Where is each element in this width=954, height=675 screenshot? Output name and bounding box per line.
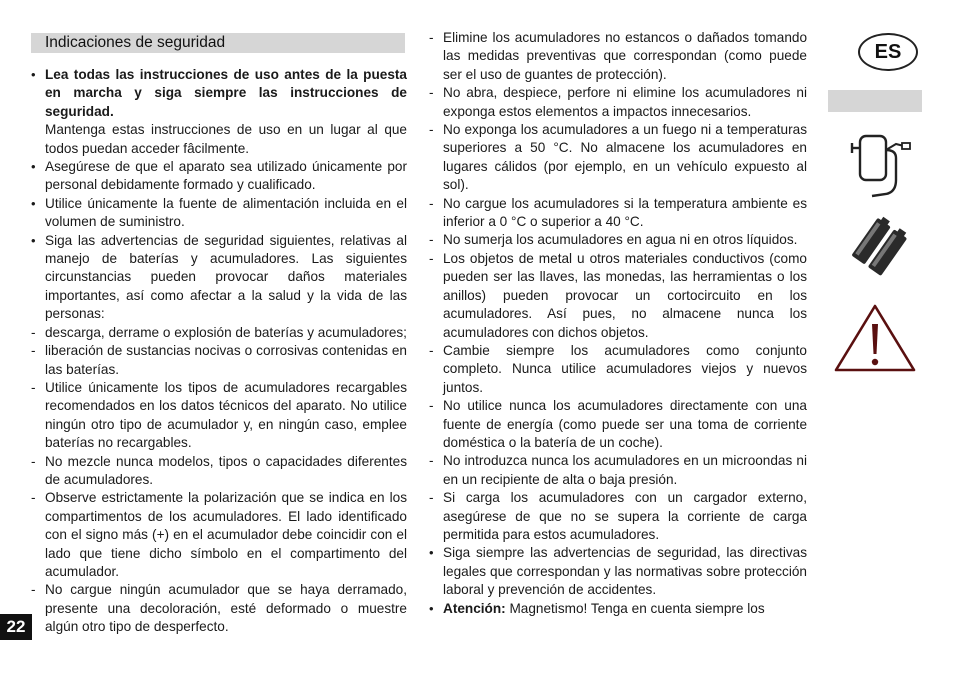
- dash-mark: -: [31, 453, 36, 469]
- dash-mark: -: [429, 30, 434, 45]
- list-item: [429, 121, 807, 195]
- list-item: [429, 195, 807, 232]
- list-item: [31, 66, 407, 158]
- item-text: No utilice nunca los acumuladores directamente con una fuente de energía (como puede ser una toma de corriente doméstica o la batería de un coche).: [443, 398, 807, 450]
- batteries-icon: [850, 216, 914, 284]
- list-item: [429, 600, 807, 618]
- page-number: [0, 614, 32, 640]
- item-text: Asegúrese de que el aparato sea utilizado únicamente por personal debidamente formado y cualificado.: [45, 159, 407, 193]
- language-badge: [858, 33, 918, 71]
- item-text: Cambie siempre los acumuladores como conjunto completo. Nunca utilice acumuladores viejos y nuevos juntos.: [443, 342, 807, 395]
- list-item: [429, 342, 807, 397]
- dash-mark: -: [429, 195, 434, 211]
- warning-triangle-icon: [832, 302, 918, 374]
- item-text: No sumerja los acumuladores en agua ni en otros líquidos.: [443, 232, 798, 248]
- list-item: [31, 581, 407, 636]
- list-item: [429, 489, 807, 544]
- list-item: [31, 324, 407, 342]
- list-item: [429, 231, 807, 249]
- list-item: [31, 489, 407, 581]
- dash-mark: -: [31, 582, 36, 598]
- dash-mark: -: [429, 342, 434, 358]
- section-header: [31, 33, 405, 53]
- dash-mark: -: [429, 250, 434, 266]
- right-safety-list: [429, 29, 807, 618]
- dash-mark: -: [429, 490, 434, 506]
- left-safety-list: [31, 66, 407, 637]
- power-adapter-icon: [846, 128, 916, 204]
- item-text: Siga las advertencias de seguridad siguientes, relativas al manejo de baterías y acumuladores. Las siguientes circunstancias pueden provocar daños materiales importantes, así como afectar a la salud y la vida de las personas:: [45, 232, 407, 322]
- bullet-mark: •: [31, 67, 36, 82]
- language-badge-label: ES: [874, 40, 902, 63]
- bullet-mark: •: [31, 195, 36, 211]
- item-text: Si carga los acumuladores con un cargador externo, asegúrese de que no se supera la corriente de carga permitida para estos acumuladores.: [443, 490, 807, 542]
- list-item: [429, 250, 807, 342]
- bullet-mark: •: [31, 232, 36, 248]
- list-item: [31, 379, 407, 453]
- dash-mark: -: [31, 379, 36, 395]
- item-text: Utilice únicamente la fuente de alimentación incluida en el volumen de suministro.: [45, 195, 407, 230]
- item-text: Observe estrictamente la polarización que se indica en los compartimentos de los acumuladores. El lado identificado con el signo más (+) en el acumulador debe coincidir con el lado que tiene dicho símbolo en el compartimento del acumulador.: [45, 490, 407, 579]
- dash-mark: -: [429, 398, 434, 414]
- list-item: [31, 232, 407, 324]
- list-item: [429, 84, 807, 121]
- item-emphasis: Lea todas las instrucciones de uso antes de la puesta en marcha y siga siempre las instrucciones de seguridad.: [45, 67, 407, 119]
- item-text: Utilice únicamente los tipos de acumuladores recargables recomendados en los datos técnicos del aparato. No utilice ningún otro tipo de acumulador y, en ningún caso, emplee baterías no recargables.: [45, 379, 407, 451]
- list-item: [429, 397, 807, 452]
- dash-mark: -: [429, 453, 434, 469]
- item-emphasis: Atención:: [443, 600, 506, 616]
- list-item: [31, 158, 407, 195]
- item-text: liberación de sustancias nocivas o corrosivas contenidas en las baterías.: [45, 343, 407, 377]
- bullet-mark: •: [429, 600, 434, 616]
- list-item: [31, 342, 407, 379]
- bullet-mark: •: [429, 545, 434, 561]
- section-title: Indicaciones de seguridad: [45, 34, 226, 51]
- item-text: No mezcle nunca modelos, tipos o capacidades diferentes de acumuladores.: [45, 453, 407, 487]
- list-item: [429, 544, 807, 599]
- page-number-label: 22: [6, 617, 26, 636]
- item-text: No cargue ningún acumulador que se haya derramado, presente una decoloración, esté deformado o muestre algún otro tipo de desperfecto.: [45, 582, 407, 635]
- item-text: descarga, derrame o explosión de baterías y acumuladores;: [45, 324, 407, 340]
- item-text: Mantenga estas instrucciones de uso en un lugar al que todos puedan acceder fâcilmente.: [45, 122, 407, 156]
- list-item: [429, 29, 807, 84]
- item-text: No cargue los acumuladores si la temperatura ambiente es inferior a 0 °C o superior a 40 °C.: [443, 195, 807, 230]
- item-text: No introduzca nunca los acumuladores en un microondas ni en un recipiente de alta o baja presión.: [443, 453, 807, 487]
- sidebar-strip: [828, 90, 922, 112]
- item-text: Siga siempre las advertencias de seguridad, las directivas legales que correspondan y las normativas sobre protección laboral y prevención de accidentes.: [443, 545, 807, 598]
- item-text: Elimine los acumuladores no estancos o dañados tomando las medidas preventivas que correspondan (como puede ser el uso de guantes de protección).: [443, 30, 807, 82]
- list-item: [31, 453, 407, 490]
- dash-mark: -: [31, 324, 36, 340]
- item-text: No abra, despiece, perfore ni elimine los acumuladores ni exponga estos elementos a impactos innecesarios.: [443, 85, 807, 119]
- bullet-mark: •: [31, 159, 36, 175]
- list-item: [429, 452, 807, 489]
- list-item: [31, 195, 407, 232]
- item-text: Magnetismo! Tenga en cuenta siempre los: [505, 600, 765, 616]
- dash-mark: -: [429, 122, 434, 138]
- item-text: No exponga los acumuladores a un fuego ni a temperaturas superiores a 50 °C. No almacene los acumuladores en lugares cálidos (por ejemplo, en un vehículo expuesto al sol).: [443, 122, 807, 193]
- dash-mark: -: [31, 343, 36, 359]
- dash-mark: -: [429, 85, 434, 101]
- dash-mark: -: [429, 232, 434, 248]
- dash-mark: -: [31, 490, 36, 506]
- item-text: Los objetos de metal u otros materiales conductivos (como pueden ser las llaves, las monedas, las herramientas o los anillos) pueden provocar un cortocircuito en los acumuladores. Así pues, no almacene nunca los acumuladores con dichos objetos.: [443, 250, 807, 340]
